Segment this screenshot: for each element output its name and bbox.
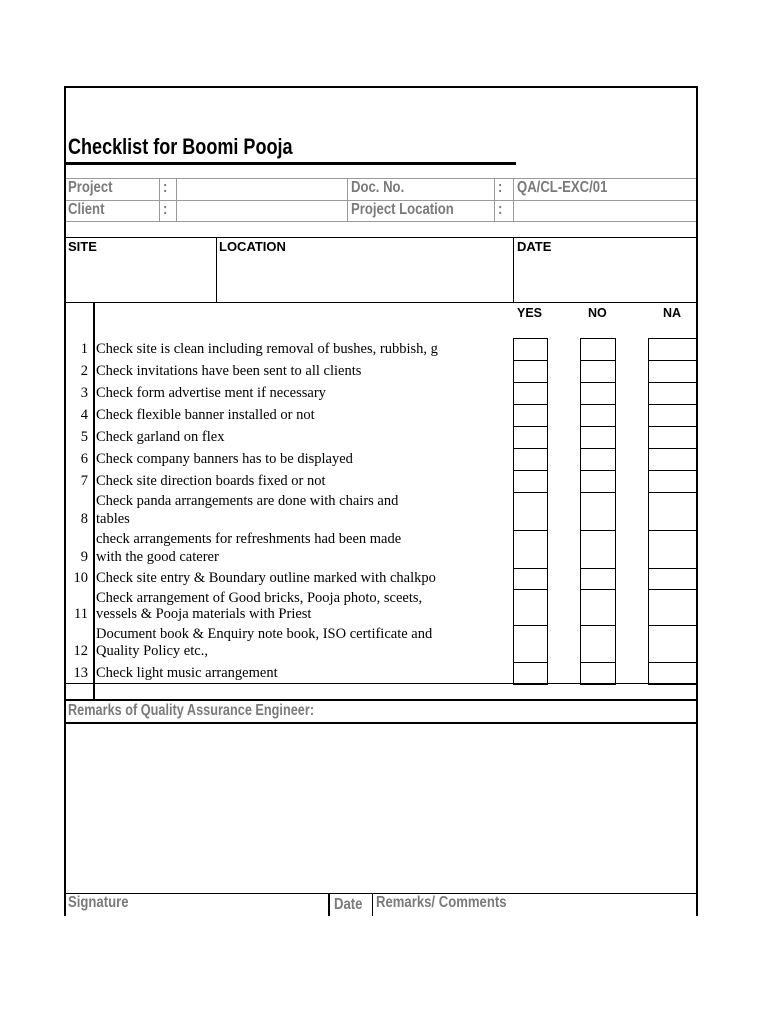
number-column-divider [93,303,95,699]
remarks-field[interactable] [68,726,694,892]
location-label: LOCATION [219,239,286,254]
yes-checkbox[interactable] [513,568,548,590]
item-number: 9 [80,549,88,565]
footer-date-label: Date [334,896,363,913]
project-value[interactable] [178,179,346,199]
item-text: Document book & Enquiry note book, ISO certificate and [96,626,433,642]
na-checkbox[interactable] [648,404,697,427]
yes-checkbox[interactable] [513,492,548,531]
item-text: Check panda arrangements are done with chairs and [96,493,399,509]
no-checkbox[interactable] [580,530,616,569]
item-text: Check site is clean including removal of bushes, rubbish, g [96,341,438,357]
site-label: SITE [68,239,97,254]
item-number: 2 [80,363,88,379]
date-label: DATE [517,239,552,254]
no-checkbox[interactable] [580,662,616,685]
item-number: 13 [73,665,88,681]
na-checkbox[interactable] [648,589,697,626]
item-text: Check invitations have been sent to all clients [96,363,362,379]
col-no-header: NO [588,306,607,320]
item-number: 10 [73,570,88,586]
item-text-continued: vessels & Pooja materials with Priest [96,606,312,622]
item-text: Check light music arrangement [96,665,278,681]
title-underline [66,162,516,165]
client-value[interactable] [178,201,346,221]
col-yes-header: YES [517,306,543,320]
project-label: Project [68,179,113,196]
item-number: 11 [74,606,88,622]
item-number: 4 [80,407,88,423]
item-number: 3 [80,385,88,401]
location-value[interactable] [219,256,511,300]
yes-checkbox[interactable] [513,382,548,405]
no-checkbox[interactable] [580,568,616,590]
yes-checkbox[interactable] [513,625,548,663]
remarks-comments-label: Remarks/ Comments [376,894,507,911]
no-checkbox[interactable] [580,426,616,449]
project-location-colon: : [498,201,503,218]
na-checkbox[interactable] [648,338,697,361]
item-number: 5 [80,429,88,445]
no-checkbox[interactable] [580,625,616,663]
item-text: Check flexible banner installed or not [96,407,315,423]
project-location-value[interactable] [516,201,694,221]
na-checkbox[interactable] [648,492,697,531]
no-checkbox[interactable] [580,448,616,471]
item-number: 12 [73,643,88,659]
doc-no-value: QA/CL-EXC/01 [517,179,608,196]
yes-checkbox[interactable] [513,338,548,361]
project-location-label: Project Location [351,201,454,218]
item-text-continued: Quality Policy etc., [96,643,208,659]
item-text-continued: tables [96,511,130,527]
item-text: Check arrangement of Good bricks, Pooja photo, sceets, [96,590,423,606]
no-checkbox[interactable] [580,470,616,493]
date-value[interactable] [517,256,693,300]
yes-checkbox[interactable] [513,426,548,449]
item-text: check arrangements for refreshments had been made [96,531,402,547]
item-text: Check garland on flex [96,429,225,445]
site-value[interactable] [68,256,214,300]
item-number: 1 [80,341,88,357]
no-checkbox[interactable] [580,338,616,361]
item-text-continued: with the good caterer [96,549,219,565]
col-na-header: NA [663,306,682,320]
item-text: Check company banners has to be displayed [96,451,353,467]
yes-checkbox[interactable] [513,404,548,427]
yes-checkbox[interactable] [513,662,548,685]
na-checkbox[interactable] [648,448,697,471]
project-colon: : [163,179,168,196]
na-checkbox[interactable] [648,470,697,493]
no-checkbox[interactable] [580,492,616,531]
yes-checkbox[interactable] [513,589,548,626]
item-text: Check site direction boards fixed or not [96,473,326,489]
item-text: Check form advertise ment if necessary [96,385,326,401]
no-checkbox[interactable] [580,382,616,405]
yes-checkbox[interactable] [513,360,548,383]
page-title: Checklist for Boomi Pooja [68,134,293,159]
doc-no-label: Doc. No. [351,179,405,196]
no-checkbox[interactable] [580,404,616,427]
doc-no-colon: : [498,179,503,196]
na-checkbox[interactable] [648,625,697,663]
yes-checkbox[interactable] [513,530,548,569]
yes-checkbox[interactable] [513,448,548,471]
na-checkbox[interactable] [648,568,697,590]
item-text: Check site entry & Boundary outline marked with chalkpo [96,570,436,586]
client-label: Client [68,201,105,218]
item-number: 8 [80,511,88,527]
no-checkbox[interactable] [580,589,616,626]
na-checkbox[interactable] [648,530,697,569]
no-checkbox[interactable] [580,360,616,383]
remarks-label: Remarks of Quality Assurance Engineer: [68,702,315,719]
na-checkbox[interactable] [648,382,697,405]
na-checkbox[interactable] [648,426,697,449]
item-number: 6 [80,451,88,467]
signature-label: Signature [68,894,129,911]
client-colon: : [163,201,168,218]
yes-checkbox[interactable] [513,470,548,493]
na-checkbox[interactable] [648,360,697,383]
item-number: 7 [80,473,88,489]
na-checkbox[interactable] [648,662,697,685]
